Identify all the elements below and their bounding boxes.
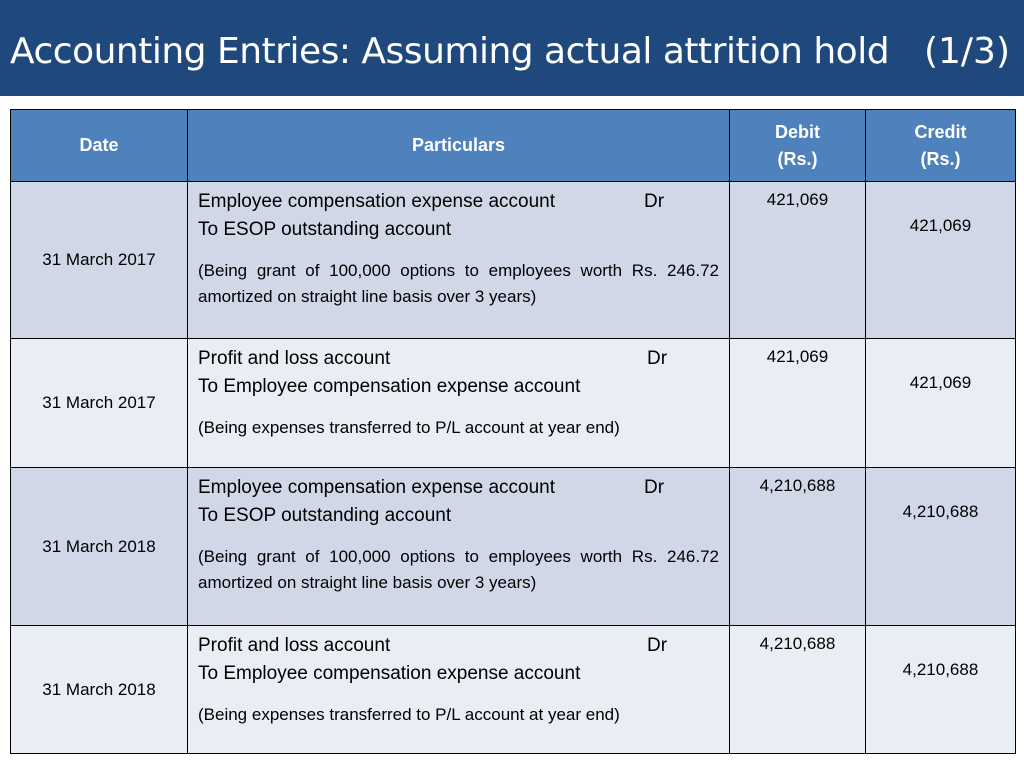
entry-date: 31 March 2018: [42, 679, 156, 699]
narration: (Being expenses transferred to P/L account at year end): [198, 705, 620, 724]
slide-title-bar: [0, 0, 1024, 96]
credit-amount: 4,210,688: [866, 468, 1016, 626]
debit-account: Profit and loss account: [198, 348, 391, 369]
narration: (Being expenses transferred to P/L account at year end): [198, 418, 620, 437]
header-debit-label: Debit: [775, 121, 820, 142]
header-particulars: Particulars: [188, 110, 730, 182]
narration: (Being grant of 100,000 options to employees worth Rs. 246.72 amortized on straight line basis over 3 years): [198, 547, 719, 592]
credit-account: To Employee compensation expense account: [198, 376, 581, 397]
header-debit: [730, 110, 866, 182]
date-cell: [11, 339, 188, 468]
particulars-cell: [188, 182, 730, 339]
debit-amount: 4,210,688: [730, 626, 866, 754]
particulars-cell: [188, 468, 730, 626]
credit-amount: 421,069: [866, 182, 1016, 339]
debit-amount: 4,210,688: [730, 468, 866, 626]
credit-amount: 421,069: [866, 339, 1016, 468]
credit-account: To Employee compensation expense account: [198, 663, 581, 684]
narration: (Being grant of 100,000 options to employees worth Rs. 246.72 amortized on straight line basis over 3 years): [198, 261, 719, 306]
particulars-cell: [188, 626, 730, 754]
entry-date: 31 March 2018: [42, 536, 156, 556]
credit-account: To ESOP outstanding account: [198, 505, 452, 526]
header-credit-label: Credit: [914, 121, 967, 142]
credit-account: To ESOP outstanding account: [198, 219, 452, 240]
date-cell: [11, 468, 188, 626]
header-date: Date: [11, 110, 188, 182]
table-row: [11, 626, 1016, 754]
slide-title: Accounting Entries: Assuming actual attrition hold: [10, 31, 890, 72]
dr-marker: Dr: [644, 477, 665, 498]
table-header-row: [11, 110, 1016, 182]
dr-marker: Dr: [647, 348, 668, 369]
entry-date: 31 March 2017: [42, 250, 156, 269]
table-row: [11, 339, 1016, 468]
journal-entries-table: [10, 109, 1016, 754]
header-credit: [866, 110, 1016, 182]
debit-amount: 421,069: [730, 182, 866, 339]
table-row: [11, 182, 1016, 339]
dr-marker: Dr: [647, 635, 668, 656]
debit-amount: 421,069: [730, 339, 866, 468]
debit-account: Profit and loss account: [198, 635, 391, 656]
entry-date: 31 March 2017: [42, 393, 156, 412]
debit-account: Employee compensation expense account: [198, 191, 556, 212]
particulars-cell: [188, 339, 730, 468]
table-row: [11, 468, 1016, 626]
credit-amount: 4,210,688: [866, 626, 1016, 754]
page-indicator: (1/3): [923, 31, 1010, 72]
header-debit-unit: (Rs.): [777, 148, 818, 169]
debit-account: Employee compensation expense account: [198, 477, 556, 498]
header-credit-unit: (Rs.): [920, 148, 961, 169]
date-cell: [11, 182, 188, 339]
dr-marker: Dr: [644, 191, 665, 212]
date-cell: [11, 626, 188, 754]
